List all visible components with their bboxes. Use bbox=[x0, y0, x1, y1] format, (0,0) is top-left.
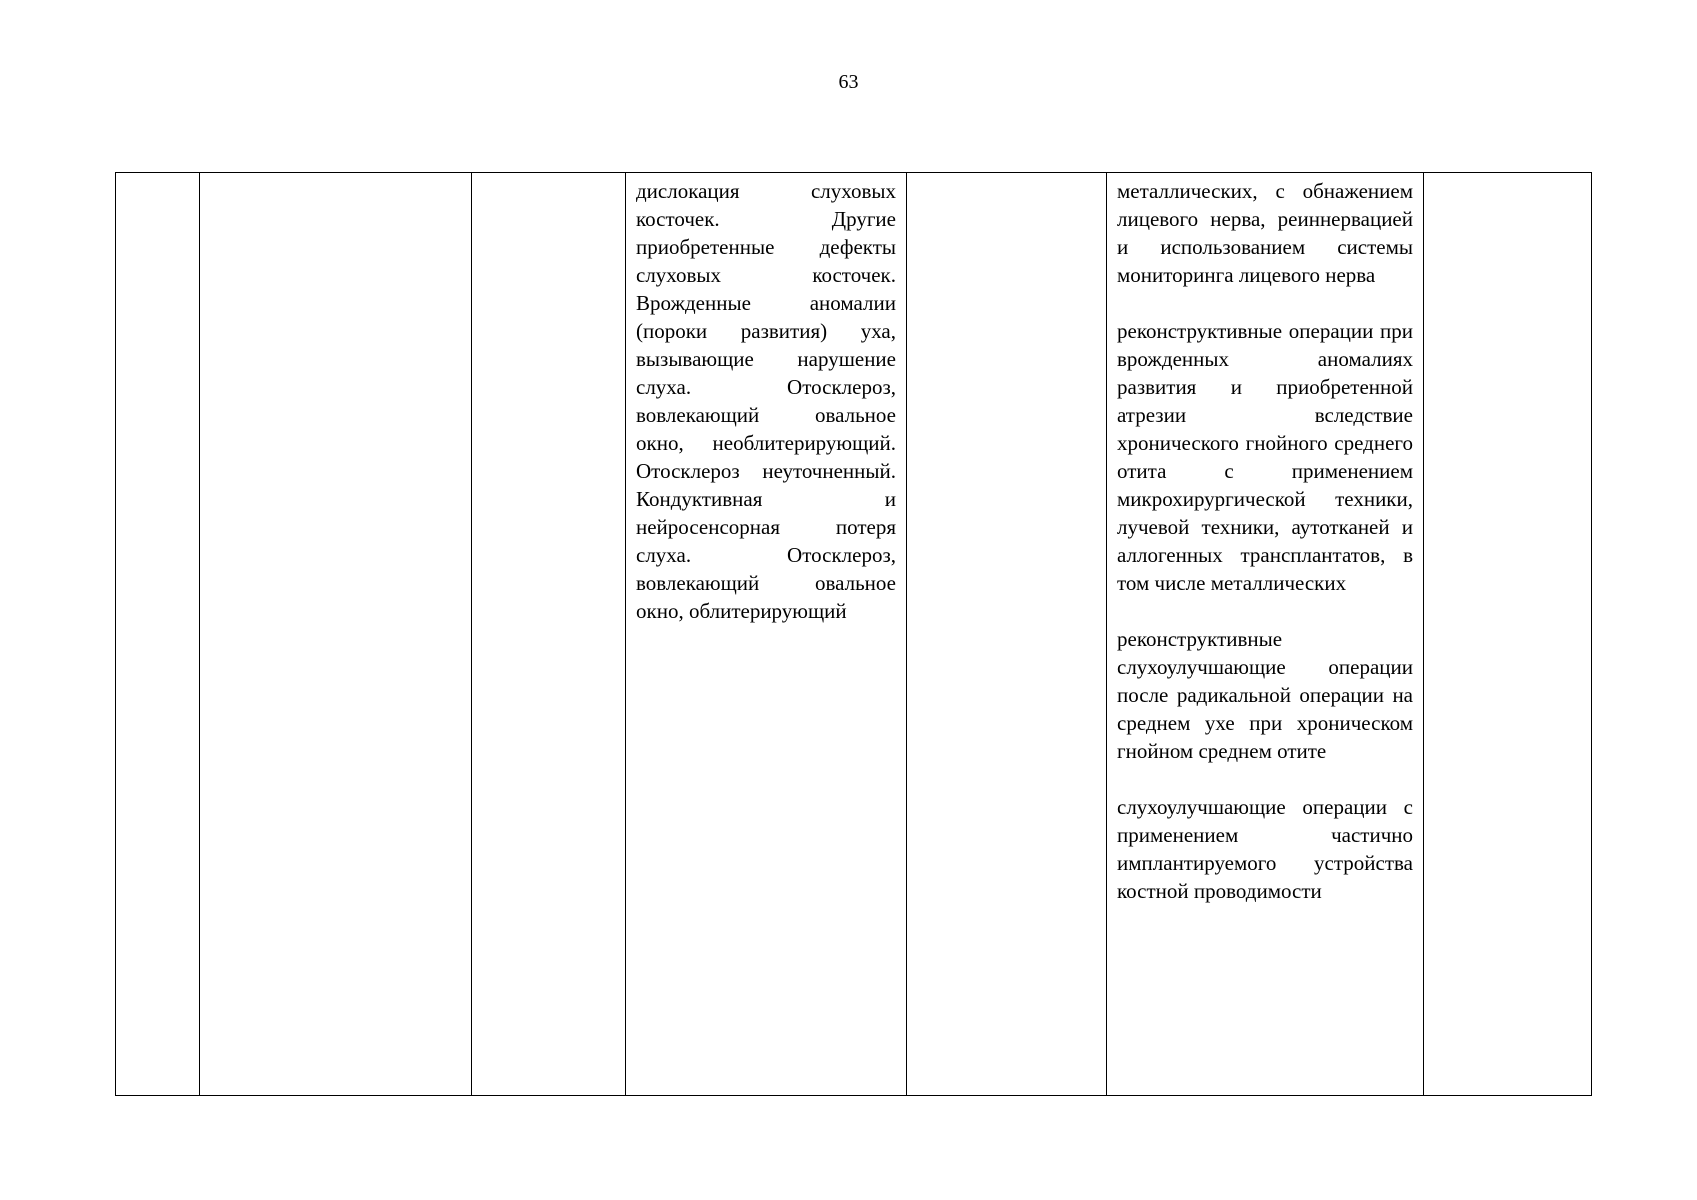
cell-treatment bbox=[1107, 173, 1424, 1096]
cell-diagnosis bbox=[626, 173, 907, 1096]
cell-cost bbox=[1424, 173, 1592, 1096]
cell-patient-model bbox=[907, 173, 1107, 1096]
table-row bbox=[116, 173, 1592, 1096]
cell-code bbox=[472, 173, 626, 1096]
treatment-paragraph: металлических, с обнажением лицевого нерва, реиннервацией и использованием системы мониторинга лицевого нерва bbox=[1117, 179, 1413, 287]
treatment-paragraph: реконструктивные слухоулучшающие операции после радикальной операции на среднем ухе при хроническом гнойном среднем отите bbox=[1117, 627, 1413, 763]
diagnosis-text: дислокация слуховых косточек. Другие приобретенные дефекты слуховых косточек. Врожденные аномалии (пороки развития) уха, вызывающие нарушение слуха. Отосклероз, вовлекающий овальное окно, необлитерирующий. Отосклероз неуточненный. Кондуктивная и нейросенсорная потеря слуха. Отосклероз, вовлекающий овальное окно, облитерирующий bbox=[636, 179, 896, 623]
cell-care-profile bbox=[200, 173, 472, 1096]
medical-care-table bbox=[115, 172, 1592, 1096]
page-number: 63 bbox=[838, 71, 859, 93]
cell-number bbox=[116, 173, 200, 1096]
treatment-paragraph: реконструктивные операции при врожденных аномалиях развития и приобретенной атрезии вследствие хронического гнойного среднего отита с применением микрохирургической техники, лучевой техники, аутотканей и аллогенных трансплантатов, в том числе металлических bbox=[1117, 319, 1413, 595]
treatment-paragraph: слухоулучшающие операции с применением частично имплантируемого устройства костной проводимости bbox=[1117, 795, 1413, 903]
